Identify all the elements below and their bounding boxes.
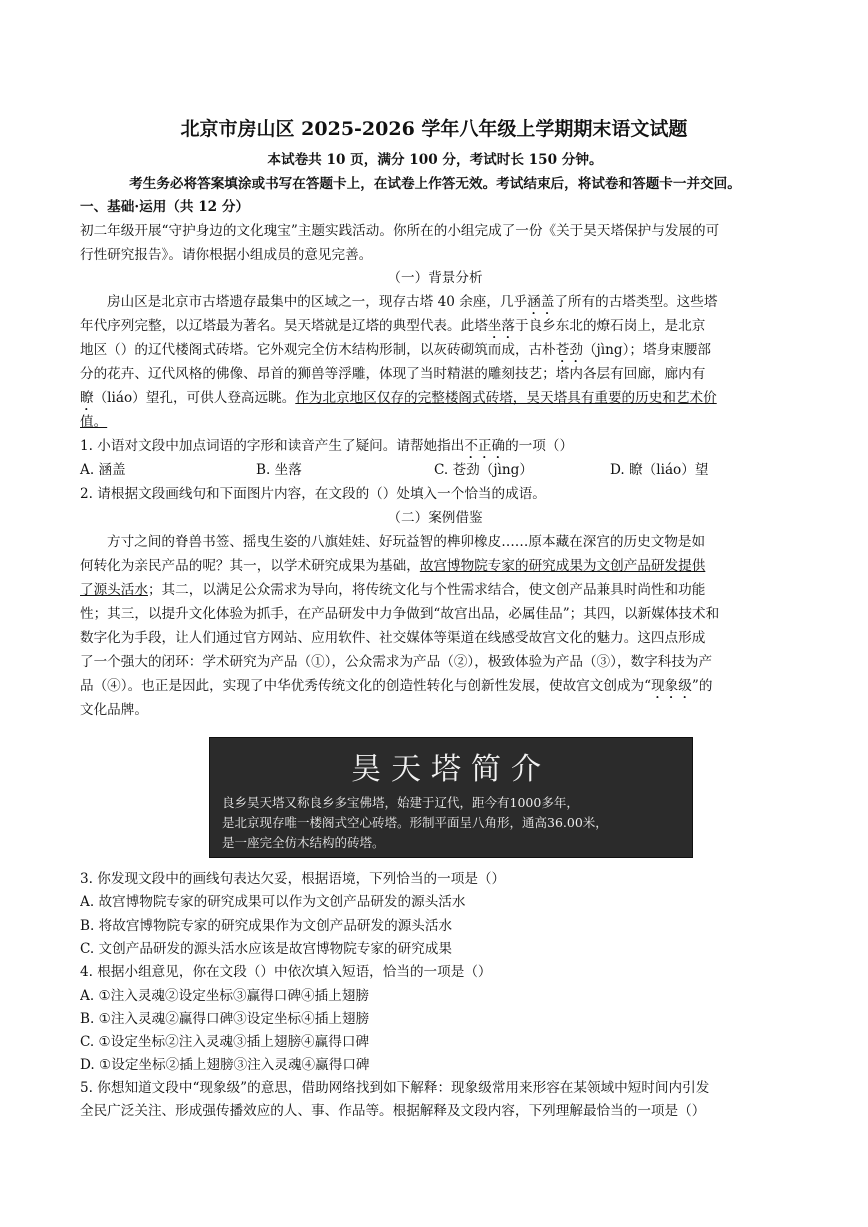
q3-option-b: B. 将故宫博物院专家的研究成果作为文创产品研发的源头活水 — [80, 918, 453, 934]
dotted-word: 瞭 — [80, 390, 94, 406]
exam-info: 本试卷共 10 页，满分 100 分，考试时长 150 分钟。 — [267, 152, 603, 168]
intro-line: 行性研究报告》。请你根据小组成员的意见完善。 — [80, 247, 373, 263]
q4-option-d: D. ①设定坐标②插上翅膀③注入灵魂④赢得口碑 — [80, 1057, 370, 1073]
q4-option-c: C. ①设定坐标②注入灵魂③插上翅膀④赢得口碑 — [80, 1034, 370, 1050]
underlined-sentence: 作为北京地区仅存的完整楼阁式砖塔，昊天塔具有重要的历史和艺术价 — [295, 390, 717, 406]
question-5-line: 全民广泛关注、形成强传播效应的人、事、作品等。根据解释及文段内容，下列理解最恰当的一项是（） — [80, 1103, 706, 1119]
underlined-sentence: 了源头活水 — [80, 582, 148, 598]
plaque-title: 昊天塔简介 — [351, 752, 551, 787]
plaque-text-line: 是北京现存唯一楼阁式空心砖塔。形制平面呈八角形，通高36.00米， — [222, 815, 608, 830]
q3-option-c: C. 文创产品研发的源头活水应该是故宫博物院专家的研究成果 — [80, 941, 452, 957]
section-heading: 一、基础·运用（共 12 分） — [80, 199, 250, 215]
underlined-sentence: 值。 — [80, 414, 108, 430]
q1-option-d: D. 瞭（liáo）望 — [610, 462, 709, 478]
plaque-text-line: 良乡昊天塔又称良乡多宝佛塔，始建于辽代，距今有1000多年， — [222, 795, 579, 810]
passage1-line: 地区（）的辽代楼阁式砖塔。它外观完全仿木结构形制，以灰砖砌筑而成，古朴苍劲（jìng）；塔身束腰部 — [80, 342, 711, 358]
q1-option-a: A. 涵盖 — [80, 462, 126, 478]
passage2-line: 品（④）。也正是因此，实现了中华优秀传统文化的创造性转化与创新性发展，使故宫文创成为“现象级”的 — [80, 678, 713, 694]
q4-option-b: B. ①注入灵魂②赢得口碑③设定坐标④插上翅膀 — [80, 1011, 370, 1027]
dotted-word: 不正确 — [464, 438, 506, 454]
underlined-sentence: 故宫博物院专家的研究成果为文创产品研发提供 — [419, 558, 706, 574]
passage2-line: 文化品牌。 — [80, 702, 148, 718]
question-2: 2. 请根据文段画线句和下面图片内容，在文段的（）处填入一个恰当的成语。 — [80, 486, 546, 502]
dotted-word: 苍劲 — [555, 342, 583, 358]
passage2-line: 方寸之间的脊兽书签、摇曳生姿的八旗娃娃、好玩益智的榫卯橡皮……原本藏在深宫的历史文物是如 — [107, 534, 706, 550]
passage2-line: 数字化为手段，让人们通过官方网站、应用软件、社交媒体等渠道在线感受故宫文化的魅力。这四点形成 — [80, 630, 706, 646]
q1-option-c: C. 苍劲（jìng） — [434, 462, 533, 478]
passage1-line: 瞭（liáo）望孔，可供人登高远眺。作为北京地区仅存的完整楼阁式砖塔，昊天塔具有重要的历史和艺术价 — [80, 390, 717, 406]
intro-line: 初二年级开展“守护身边的文化瑰宝”主题实践活动。你所在的小组完成了一份《关于昊天塔保护与发展的可 — [80, 223, 720, 239]
part2-title: （二）案例借鉴 — [387, 510, 483, 526]
plaque-text-line: 是一座完全仿木结构的砖塔。 — [222, 835, 385, 850]
tower-intro-plaque — [209, 737, 693, 858]
question-5-line: 5. 你想知道文段中“现象级”的意思，借助网络找到如下解释：现象级常用来形容在某领域中短时间内引发 — [80, 1080, 710, 1096]
dotted-word: 涵盖 — [527, 294, 555, 310]
q3-option-a: A. 故宫博物院专家的研究成果可以作为文创产品研发的源头活水 — [80, 894, 466, 910]
dotted-word: 坐落 — [487, 318, 515, 334]
q4-option-a: A. ①注入灵魂②设定坐标③赢得口碑④插上翅膀 — [80, 988, 369, 1004]
exam-notice: 考生务必将答案填涂或书写在答题卡上，在试卷上作答无效。考试结束后，将试卷和答题卡一并交回。 — [129, 176, 741, 192]
part1-title: （一）背景分析 — [387, 270, 483, 286]
q1-option-b: B. 坐落 — [256, 462, 302, 478]
passage2-line: 了源头活水；其二，以满足公众需求为导向，将传统文化与个性需求结合，使文创产品兼具时尚性和功能 — [80, 582, 706, 598]
question-3-stem: 3. 你发现文段中的画线句表达欠妥，根据语境，下列恰当的一项是（） — [80, 871, 506, 887]
passage2-line: 何转化为亲民产品的呢？其一，以学术研究成果为基础，故宫博物院专家的研究成果为文创产品研发提供 — [80, 558, 706, 574]
exam-title: 北京市房山区 2025-2026 学年八年级上学期期末语文试题 — [180, 118, 688, 140]
question-4-stem: 4. 根据小组意见，你在文段（）中依次填入短语，恰当的一项是（） — [80, 964, 492, 980]
dotted-word: 现象级 — [651, 678, 692, 694]
passage1-line: 年代序列完整，以辽塔最为著名。昊天塔就是辽塔的典型代表。此塔坐落于良乡东北的燎石岗上，是北京 — [80, 318, 706, 334]
passage1-line: 房山区是北京市古塔遗存最集中的区域之一，现存古塔 40 余座，几乎涵盖了所有的古塔类型。这些塔 — [107, 294, 718, 310]
passage1-line: 分的花卉、辽代风格的佛像、昂首的狮兽等浮雕，体现了当时精湛的雕刻技艺；塔内各层有回廊，廊内有 — [80, 366, 706, 382]
passage1-line — [80, 410, 790, 434]
question-1-stem: 1. 小语对文段中加点词语的字形和读音产生了疑问。请帮她指出不正确的一项（） — [80, 438, 574, 454]
passage2-line: 了一个强大的闭环：学术研究为产品（①），公众需求为产品（②），极致体验为产品（③），数字科技为产 — [80, 654, 713, 670]
passage2-line: 性；其三，以提升文化体验为抓手，在产品研发中力争做到“故宫出品，必属佳品”；其四，以新媒体技术和 — [80, 606, 720, 622]
